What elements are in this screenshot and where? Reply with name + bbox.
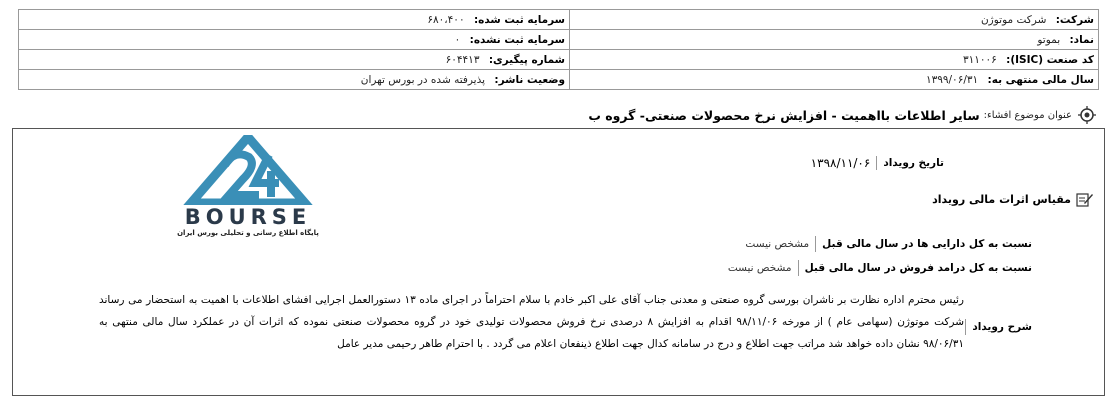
status-value: پذیرفته شده در بورس تهران bbox=[360, 73, 486, 86]
status-cell: وضعیت ناشر: پذیرفته شده در بورس تهران bbox=[19, 70, 570, 90]
event-panel bbox=[12, 128, 1105, 396]
isic-value: ۳۱۱۰۰۶ bbox=[962, 53, 997, 66]
assets-ratio-label: نسبت به کل دارایی ها در سال مالی قبل bbox=[822, 238, 1032, 250]
event-date-label: تاریخ رویداد bbox=[883, 157, 944, 169]
fiscal-cell: سال مالی منتهی به: ۱۳۹۹/۰۶/۳۱ bbox=[570, 70, 1099, 90]
company-name: شرکت موتوژن bbox=[980, 13, 1047, 26]
bourse-logo bbox=[173, 135, 323, 237]
tracking-cell: شماره پیگیری: ۶۰۴۴۱۳ bbox=[19, 50, 570, 70]
divider bbox=[815, 236, 816, 252]
event-date-row bbox=[811, 156, 944, 170]
symbol-cell: نماد: بموتو bbox=[570, 30, 1099, 50]
logo-wordmark: BOURSE bbox=[184, 205, 312, 229]
unregistered-capital-value: ۰ bbox=[454, 33, 461, 46]
sales-ratio-row bbox=[728, 260, 1032, 276]
unregistered-capital-cell: سرمایه ثبت نشده: ۰ bbox=[19, 30, 570, 50]
company-info-table bbox=[18, 9, 1099, 90]
logo-caption: پایگاه اطلاع رسانی و تحلیلی بورس ایران bbox=[177, 229, 319, 237]
logo-mark-icon bbox=[173, 135, 323, 205]
target-icon bbox=[1078, 106, 1096, 124]
divider bbox=[876, 156, 877, 170]
assets-ratio-value: مشخص نیست bbox=[745, 238, 810, 250]
isic-cell: کد صنعت (ISIC): ۳۱۱۰۰۶ bbox=[570, 50, 1099, 70]
event-description: رئیس محترم اداره نظارت بر ناشران بورسی گروه صنعتی و معدنی جناب آقای علی اکبر خادم با سلام احتراماً در اجرای ماده ۱۳ دستورالعمل اجرایی افشای اطلاعات با اهمیت به استحضار می رساند شرکت موتوژن (سهامی عام ) از مورخه ۹۸/۱۱/۰۶ اقدام به افزایش ۸ درصدی نرخ فروش محصولات تولیدی خود در گروه محصولات صنعتی نموده که اثرات آن در عملکرد سال مالی منتهی به ۹۸/۰۶/۳۱ نشان داده خواهد شد مراتب جهت اطلاع و درج در سامانه کدال جهت اطلاع ذینفعان اعلام می گردد . با احترام طاهر رحیمی مدیر عامل bbox=[99, 294, 965, 350]
disclosure-subject bbox=[588, 104, 1096, 126]
tracking-value: ۶۰۴۴۱۳ bbox=[445, 53, 480, 66]
company-cell: شرکت: شرکت موتوژن bbox=[570, 10, 1099, 30]
event-date-value: ۱۳۹۸/۱۱/۰۶ bbox=[810, 156, 871, 170]
scale-title-row bbox=[932, 191, 1094, 207]
description-label-row bbox=[959, 319, 1032, 335]
sales-ratio-label: نسبت به کل درامد فروش در سال مالی قبل bbox=[804, 262, 1032, 274]
divider bbox=[965, 319, 966, 335]
subject-title: سایر اطلاعات بااهمیت - افزایش نرخ محصولات صنعتی- گروه ب bbox=[588, 107, 980, 123]
registered-capital-cell: سرمایه ثبت شده: ۶۸۰،۴۰۰ bbox=[19, 10, 570, 30]
symbol-value: بموتو bbox=[1037, 33, 1061, 46]
edit-icon bbox=[1076, 191, 1094, 207]
assets-ratio-row bbox=[745, 236, 1032, 252]
sales-ratio-value: مشخص نیست bbox=[727, 262, 792, 274]
divider bbox=[798, 260, 799, 276]
description-label: شرح رویداد bbox=[972, 321, 1032, 333]
scale-title: مقیاس اثرات مالی رویداد bbox=[932, 192, 1071, 206]
subject-prefix: عنوان موضوع افشاء: bbox=[983, 109, 1072, 121]
fiscal-value: ۱۳۹۹/۰۶/۳۱ bbox=[925, 73, 979, 86]
registered-capital-value: ۶۸۰،۴۰۰ bbox=[427, 13, 465, 26]
